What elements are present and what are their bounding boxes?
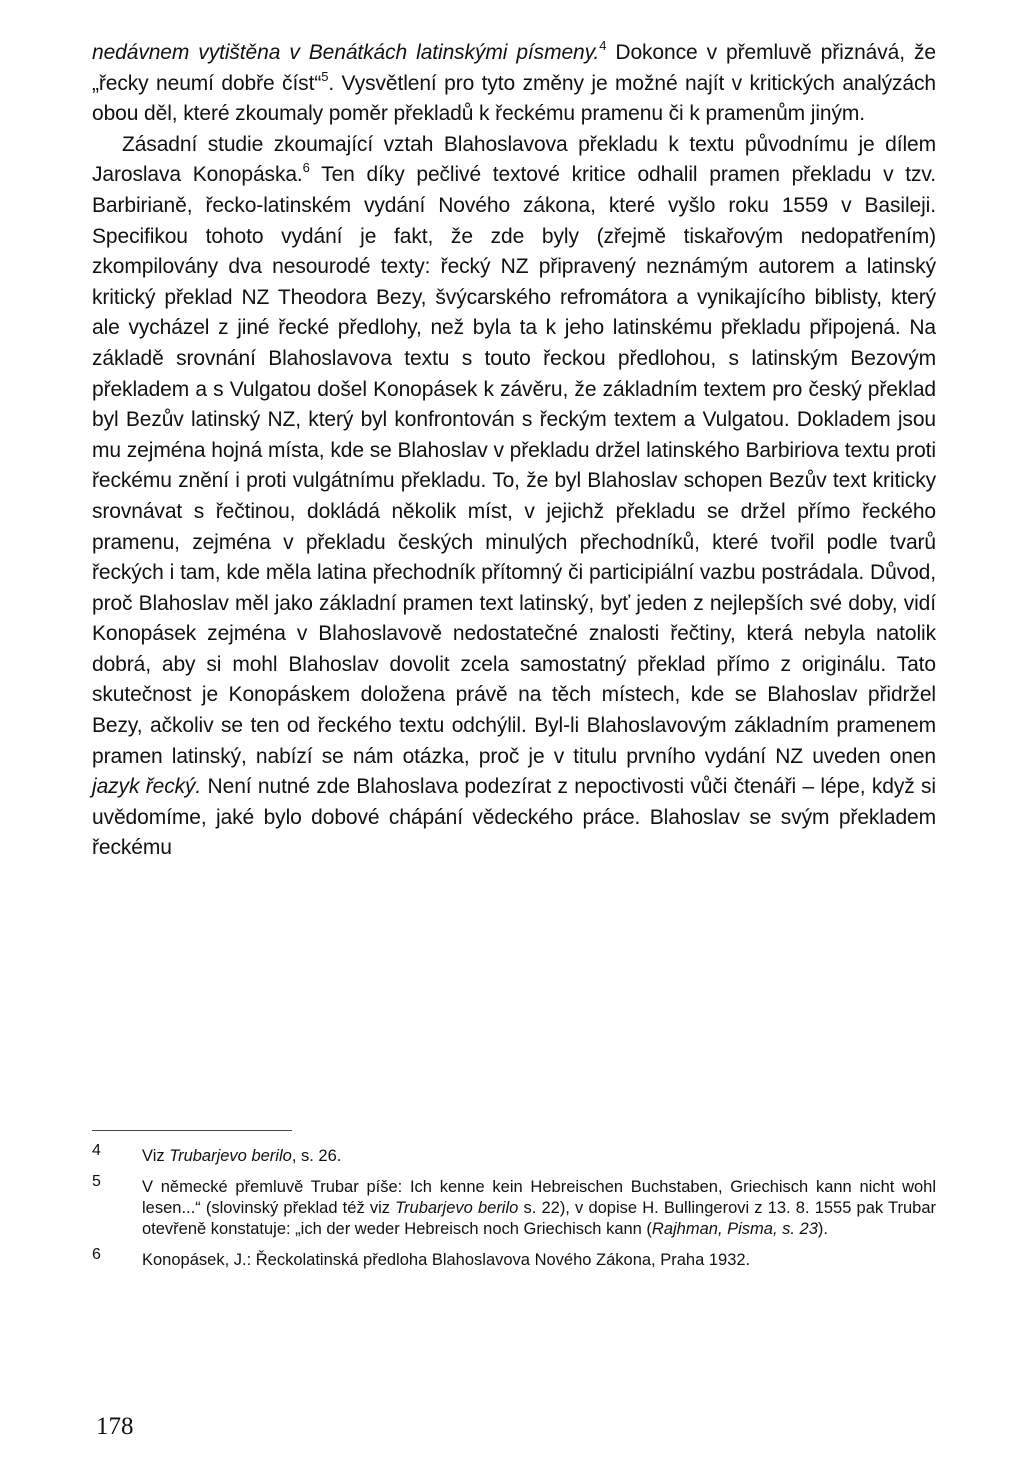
paragraph-1-text-a: Dokonce v přemluvě přiznává, že „řecky neumí dobře číst“ (92, 41, 936, 95)
footnote-number: 4 (92, 1142, 101, 1159)
paragraph-2-text-c: Není nutné zde Blahoslava podezírat z nepoctivosti vůči čtenáři – lépe, když si uvědomíme, jaké bylo dobové chápání vědeckého práce. Blahoslav se svým překladem řeckému (92, 775, 936, 860)
footnote (92, 1246, 936, 1271)
footnote-italic: Trubarjevo berilo (395, 1199, 519, 1217)
footnote-italic: Trubarjevo berilo (169, 1147, 292, 1165)
footnote-italic-2: Rajhman, Pisma, s. 23 (651, 1220, 818, 1238)
footnote-text-a: Konopásek, J.: Řeckolatinská předloha Blahoslavova Nového Zákona, Praha 1932. (142, 1251, 751, 1269)
footnote-rule (92, 1130, 292, 1131)
footnote-ref-6[interactable]: 6 (302, 160, 310, 176)
italic-lead: nedávnem vytištěna v Benátkách latinskými písmeny. (92, 41, 600, 64)
paragraph-2-italic: jazyk řecký. (92, 775, 202, 799)
paragraph-2-text-b: Ten díky pečlivé textové kritice odhalil pramen překladu v tzv. Barbirianě, řecko-latinském vydání Nového zákona, které vyšlo roku 1559 v Basileji. Specifikou tohoto vydání je fakt, že zde byly (zřejmě tiskařovým nedopatřením) zkompilovány dva nesourodé texty: řecký NZ připravený neznámým autorem a latinský kritický překlad NZ Theodora Bezy, švýcarského refromátora a vynikajícího biblisty, který ale vycházel z jiné řecké předlohy, než byla ta k jeho latinskému překladu připojená. Na základě srovnání Blahoslavova textu s touto řeckou předlohou, s latinským Bezovým překladem a s Vulgatou došel Konopásek k závěru, že základním textem pro český překlad byl Bezův latinský NZ, který byl konfrontován s řeckým textem a Vulgatou. Dokladem jsou mu zejména hojná místa, kde se Blahoslav v překladu držel latinského Barbiriova textu proti řeckému znění i proti vulgátnímu překladu. To, že byl Blahoslav schopen Bezův text kriticky srovnávat s řečtinou, dokládá několik míst, v jejichž překladu se držel přímo řeckého pramenu, zejména v překladu českých minulých přechodníků, které tvořil podle tvarů řeckých i tam, kde měla latina přechodník přítomný či participiální vazbu postrádala. Důvod, proč Blahoslav měl jako základní pramen text latinský, byť jeden z nejlepších své doby, vidí Konopásek zejména v Blahoslavově nedostatečné znalosti řečtiny, která nebyla natolik dobrá, aby si mohl Blahoslav dovolit zcela samostatný překlad přímo z originálu. Tato skutečnost je Konopáskem doložena právě na těch místech, kde se Blahoslav přidržel Bezy, ačkoliv se ten od řeckého textu odchýlil. Byl-li Blahoslavovým základním pramenem pramen latinský, nabízí se nám otázka, proč je v titulu prvního vydání NZ uveden onen (92, 163, 936, 768)
footnote-ref-4[interactable]: 4 (599, 38, 607, 53)
footnote-text-b: , s. 26. (291, 1147, 342, 1165)
paragraph-2 (92, 130, 936, 864)
footnote (92, 1173, 936, 1240)
paragraph-1 (92, 38, 936, 130)
footnote-text (142, 1146, 936, 1167)
paragraph-1-text-b: . Vysvětlení pro tyto změny je možné najít v kritických analýzách obou děl, které zkoumaly poměr překladů k řeckému pramenu či k pramenům jiným. (92, 71, 936, 126)
footnote-text-b: s. 22), v dopise H. Bullingerovi z 13. 8. 1555 pak Trubar otevřeně konstatuje: „ich der weder Hebreisch noch Griechisch kann ( (142, 1199, 936, 1238)
footnote-text-c: ). (817, 1220, 828, 1238)
footnote-number: 6 (92, 1246, 101, 1263)
footnote (92, 1142, 936, 1167)
page-body (92, 38, 936, 864)
footnote-number: 5 (92, 1173, 101, 1190)
footnote-text-a: V německé přemluvě Trubar píše: Ich kenne kein Hebreischen Buchstaben, Griechisch kann nicht wohl lesen...“ (slovinský překlad též viz (142, 1178, 936, 1217)
paragraph-2-text-a: Zásadní studie zkoumající vztah Blahoslavova překladu k textu původnímu je dílem Jaroslava Konopáska. (92, 132, 936, 187)
footnotes (92, 1142, 936, 1281)
body-text (92, 38, 936, 864)
footnote-ref-5[interactable]: 5 (321, 68, 329, 84)
footnote-text (142, 1250, 936, 1271)
footnote-text-a: Viz (142, 1147, 170, 1165)
page-number: 178 (96, 1413, 134, 1440)
footnote-text (142, 1177, 936, 1240)
